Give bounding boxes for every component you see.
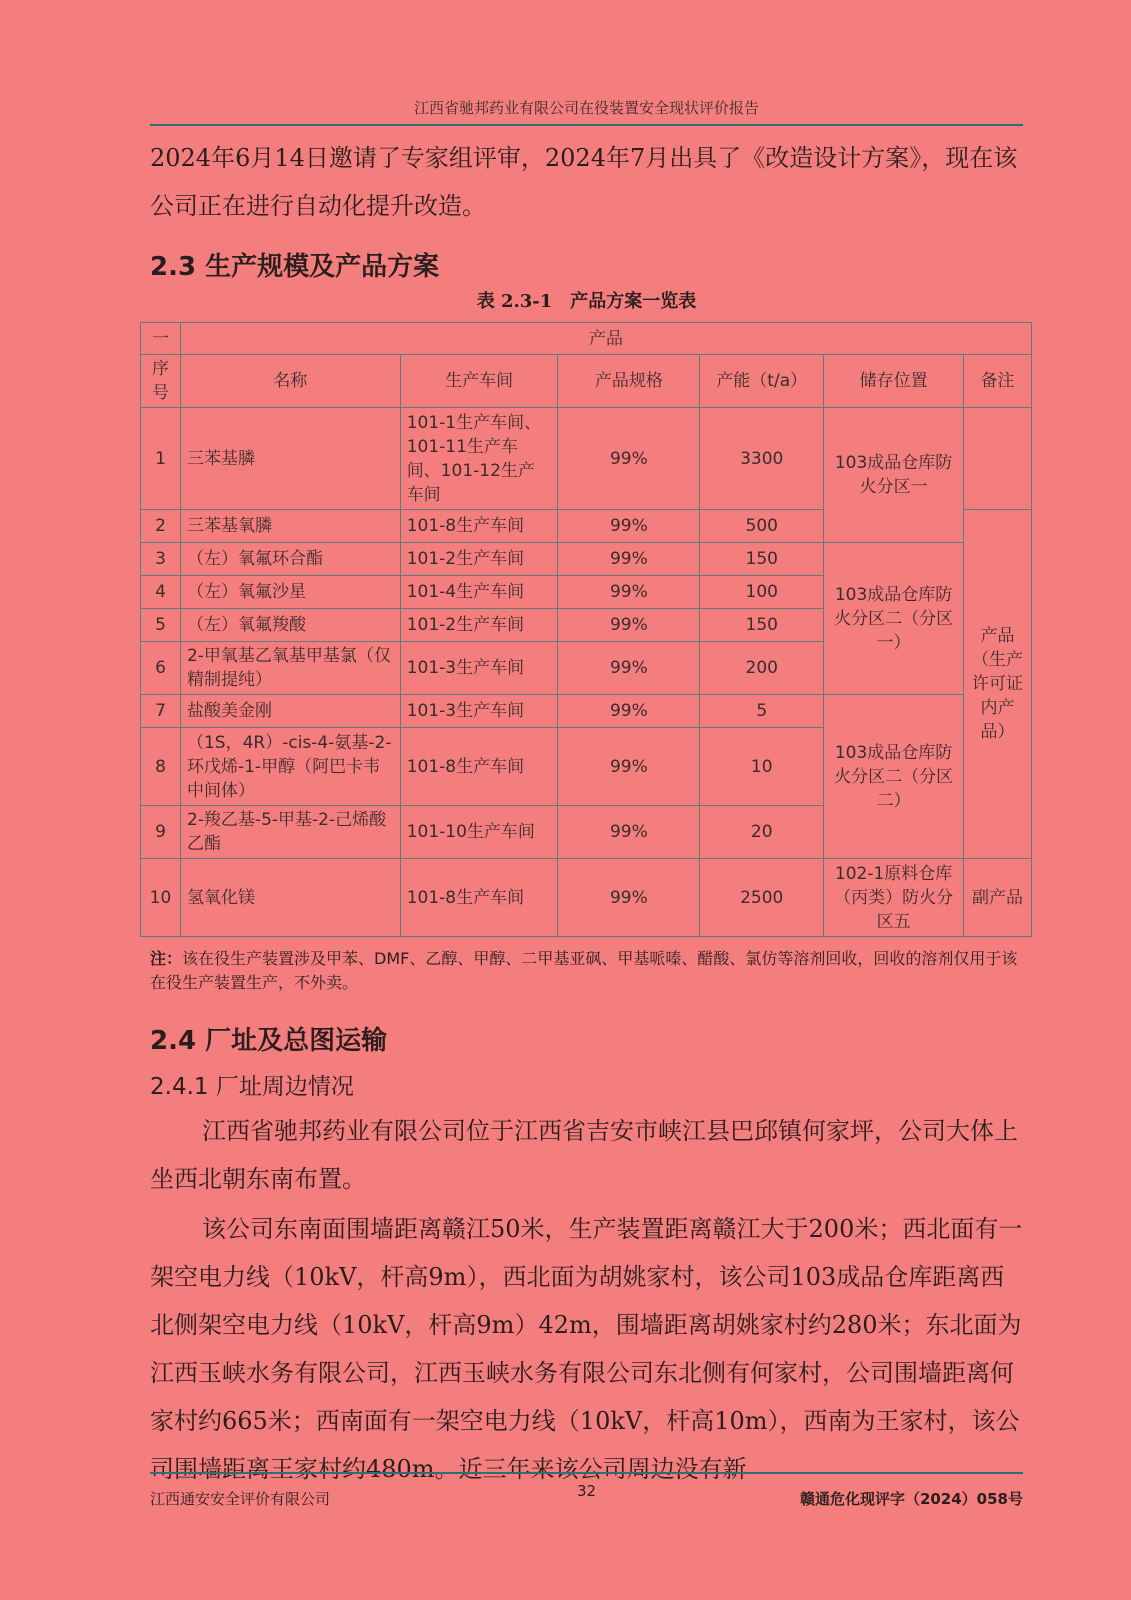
- row-no: 8: [141, 728, 181, 806]
- table-caption: 表 2.3-1 产品方案一览表: [476, 291, 697, 312]
- row-name: 三苯基氧膦: [180, 510, 400, 543]
- row-no: 10: [141, 859, 181, 937]
- intro-text: 2024年6月14日邀请了专家组评审，2024年7月出具了《改造设计方案》，现在该公司正在进行自动化提升改造。: [150, 144, 1018, 220]
- row-workshop: 101-1生产车间、101-11生产车间、101-12生产车间: [400, 408, 558, 510]
- row-workshop: 101-4生产车间: [400, 576, 558, 609]
- storage-cell-3: 103成品仓库防火分区二（分区二）: [824, 695, 964, 859]
- row-name: （左）氧氟沙星: [180, 576, 400, 609]
- row-workshop: 101-8生产车间: [400, 859, 558, 937]
- row-capacity: 5: [700, 695, 824, 728]
- row-no: 7: [141, 695, 181, 728]
- page-header: 江西省驰邦药业有限公司在役装置安全现状评价报告: [413, 99, 759, 117]
- header-workshop: 生产车间: [400, 355, 558, 408]
- row-workshop: 101-2生产车间: [400, 609, 558, 642]
- row-no: 6: [141, 642, 181, 695]
- note-text: 该在役生产装置涉及甲苯、DMF、乙醇、甲醇、二甲基亚砜、甲基哌嗪、醋酸、氯仿等溶剂回收，回收的溶剂仅用于该在役生产装置生产，不外卖。: [150, 949, 1018, 992]
- row-spec: 99%: [558, 859, 700, 937]
- table-row: [141, 543, 1032, 576]
- row-name: （左）氧氟羧酸: [180, 609, 400, 642]
- row-name: （1S，4R）-cis-4-氨基-2-环戊烯-1-甲醇（阿巴卡韦中间体）: [180, 728, 400, 806]
- row-spec: 99%: [558, 728, 700, 806]
- note-label: 注：: [150, 949, 183, 968]
- header-spec: 产品规格: [558, 355, 700, 408]
- row-name: 氢氧化镁: [180, 859, 400, 937]
- header-name: 名称: [180, 355, 400, 408]
- row-capacity: 200: [700, 642, 824, 695]
- remark-main: 产品（生产许可证内产品）: [964, 510, 1032, 859]
- row-workshop: 101-3生产车间: [400, 642, 558, 695]
- row-spec: 99%: [558, 642, 700, 695]
- row-no: 1: [141, 408, 181, 510]
- header-rule: [150, 124, 1023, 126]
- row-no: 4: [141, 576, 181, 609]
- section-2-3-heading: 2.3 生产规模及产品方案: [150, 252, 440, 282]
- row-spec: 99%: [558, 510, 700, 543]
- table-note: [150, 947, 1023, 995]
- row-spec: 99%: [558, 609, 700, 642]
- paragraph-location: [150, 1107, 1023, 1203]
- section-2-4-1-heading: 2.4.1 厂址周边情况: [150, 1074, 354, 1100]
- table-header-row: [141, 355, 1032, 408]
- row-capacity: 500: [700, 510, 824, 543]
- row-capacity: 3300: [700, 408, 824, 510]
- row-spec: 99%: [558, 576, 700, 609]
- table-row: [141, 695, 1032, 728]
- row-capacity: 20: [700, 806, 824, 859]
- row-spec: 99%: [558, 543, 700, 576]
- row-spec: 99%: [558, 806, 700, 859]
- row-workshop: 101-2生产车间: [400, 543, 558, 576]
- row-no: 3: [141, 543, 181, 576]
- row-name: 2-羧乙基-5-甲基-2-己烯酸乙酯: [180, 806, 400, 859]
- group-label: 产品: [180, 323, 1031, 355]
- group-number: 一: [141, 323, 181, 355]
- product-table: [140, 322, 1032, 937]
- header-capacity: 产能（t/a）: [700, 355, 824, 408]
- footer-rule: [150, 1472, 1023, 1474]
- storage-cell-2: 103成品仓库防火分区二（分区一）: [824, 543, 964, 695]
- row-no: 5: [141, 609, 181, 642]
- row-workshop: 101-8生产车间: [400, 510, 558, 543]
- paragraph-surroundings: [150, 1205, 1023, 1493]
- paragraph-2: 该公司东南面围墙距离赣江50米，生产装置距离赣江大于200米；西北面有一架空电力线（10kV，杆高9m），西北面为胡姚家村，该公司103成品仓库距离西北侧架空电力线（10kV，杆高9m）42m，围墙距离胡姚家村约280米；东北面为江西玉峡水务有限公司，江西玉峡水务有限公司东北侧有何家村，公司围墙距离何家村约665米；西南面有一架空电力线（10kV，杆高10m），西南为王家村，该公司围墙距离王家村约480m。近三年来该公司周边没有新: [150, 1215, 1023, 1483]
- remark-by: 副产品: [964, 859, 1032, 937]
- intro-paragraph: [150, 134, 1023, 230]
- table-group-row: [141, 323, 1032, 355]
- row-capacity: 10: [700, 728, 824, 806]
- paragraph-1: 江西省驰邦药业有限公司位于江西省吉安市峡江县巴邱镇何家坪，公司大体上坐西北朝东南布置。: [150, 1117, 1018, 1193]
- row-capacity: 100: [700, 576, 824, 609]
- row-workshop: 101-10生产车间: [400, 806, 558, 859]
- row-spec: 99%: [558, 695, 700, 728]
- storage-cell-4: 102-1原料仓库（丙类）防火分区五: [824, 859, 964, 937]
- page-number: 32: [576, 1482, 597, 1500]
- row-name: 2-甲氧基乙氧基甲基氯（仅精制提纯）: [180, 642, 400, 695]
- row-workshop: 101-3生产车间: [400, 695, 558, 728]
- table-row: [141, 859, 1032, 937]
- footer-code: 赣通危化现评字（2024）058号: [799, 1490, 1023, 1508]
- header-remark: 备注: [964, 355, 1032, 408]
- row-spec: 99%: [558, 408, 700, 510]
- header-no: 序号: [141, 355, 181, 408]
- row-name: （左）氧氟环合酯: [180, 543, 400, 576]
- table-row: [141, 408, 1032, 510]
- row-capacity: 150: [700, 609, 824, 642]
- row-no: 9: [141, 806, 181, 859]
- row-no: 2: [141, 510, 181, 543]
- row-name: 三苯基膦: [180, 408, 400, 510]
- row-workshop: 101-8生产车间: [400, 728, 558, 806]
- section-2-4-heading: 2.4 厂址及总图运输: [150, 1026, 388, 1056]
- remark-cell-top: [964, 408, 1032, 510]
- row-capacity: 2500: [700, 859, 824, 937]
- row-capacity: 150: [700, 543, 824, 576]
- storage-cell-1: 103成品仓库防火分区一: [824, 408, 964, 543]
- header-storage: 储存位置: [824, 355, 964, 408]
- footer-company: 江西通安安全评价有限公司: [150, 1490, 331, 1508]
- row-name: 盐酸美金刚: [180, 695, 400, 728]
